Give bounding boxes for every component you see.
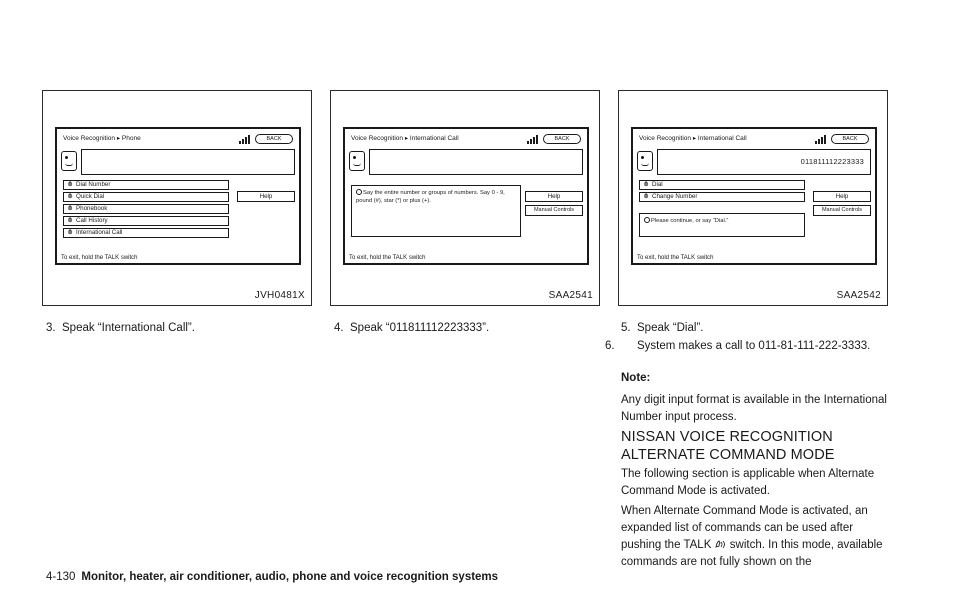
exit-instruction: To exit, hold the TALK switch xyxy=(637,255,714,261)
figure-dial-confirm xyxy=(618,90,888,306)
voice-command-icon: ⨶ xyxy=(68,206,73,212)
exit-instruction: To exit, hold the TALK switch xyxy=(61,255,138,261)
screen-title-row xyxy=(639,133,869,145)
voice-command-icon: ⨶ xyxy=(68,218,73,224)
menu-item-change-number[interactable]: ⨶ Change Number xyxy=(639,192,805,202)
back-button[interactable]: BACK xyxy=(255,134,293,144)
info-icon xyxy=(644,217,650,223)
menu-item-dial[interactable]: ⨶ Dial xyxy=(639,180,805,190)
manual-controls-button[interactable]: Manual Controls xyxy=(525,205,583,216)
voice-command-icon: ⨶ xyxy=(68,194,73,200)
screen-title: Voice Recognition ▸ International Call xyxy=(639,135,747,142)
signal-icon xyxy=(239,135,251,144)
screen-display xyxy=(55,127,301,265)
note-text: Any digit input format is available in the International Number input process. xyxy=(621,394,887,423)
page-number: 4-130 xyxy=(46,571,76,583)
menu-item-call-history[interactable]: ⨶ Call History xyxy=(63,216,229,226)
menu-item-dial-number[interactable]: ⨶ Dial Number xyxy=(63,180,229,190)
voice-command-icon: ⨶ xyxy=(68,182,73,188)
help-button[interactable]: Help xyxy=(813,191,871,202)
step-5: 5. Speak “Dial”. xyxy=(621,322,704,334)
screen-display xyxy=(343,127,589,265)
menu-item-phonebook[interactable]: ⨶ Phonebook xyxy=(63,204,229,214)
screen-title-row xyxy=(63,133,293,145)
voice-command-icon: ⨶ xyxy=(644,182,649,188)
figure-international-call xyxy=(330,90,600,306)
voice-face-icon xyxy=(349,151,365,171)
menu-item-quick-dial[interactable]: ⨶ Quick Dial xyxy=(63,192,229,202)
figure-code: SAA2542 xyxy=(836,290,881,301)
signal-icon xyxy=(527,135,539,144)
section-heading: NISSAN VOICE RECOGNITION ALTERNATE COMMAND MODE xyxy=(621,429,835,463)
help-button[interactable]: Help xyxy=(525,191,583,202)
number-input-display xyxy=(369,149,583,175)
step-6: 6. System makes a call to 011-81-111-222-3333. xyxy=(605,340,871,352)
page-footer xyxy=(46,571,498,583)
screen-title-row xyxy=(351,133,581,145)
section-paragraph-1: The following section is applicable when Alternate Command Mode is activated. xyxy=(621,468,875,497)
figure-code: JVH0481X xyxy=(254,290,305,301)
step-3: 3. Speak “International Call”. xyxy=(46,322,195,334)
guidance-message: Say the entire number or groups of numbers. Say 0 - 9, pound (#), star (*) or plus (+). xyxy=(351,185,521,237)
screen-title: Voice Recognition ▸ Phone xyxy=(63,135,141,142)
voice-face-icon xyxy=(637,151,653,171)
footer-section-title: Monitor, heater, air conditioner, audio, phone and voice recognition systems xyxy=(81,571,499,583)
screen-title: Voice Recognition ▸ International Call xyxy=(351,135,459,142)
menu-item-international-call[interactable]: ⨶ International Call xyxy=(63,228,229,238)
talk-switch-icon xyxy=(715,538,727,548)
back-button[interactable]: BACK xyxy=(831,134,869,144)
figure-code: SAA2541 xyxy=(548,290,593,301)
note-heading: Note: xyxy=(621,372,651,384)
help-button[interactable]: Help xyxy=(237,191,295,202)
voice-command-icon: ⨶ xyxy=(68,230,73,236)
info-icon xyxy=(356,189,362,195)
step-4: 4. Speak “011811112223333”. xyxy=(334,322,490,334)
voice-command-icon: ⨶ xyxy=(644,194,649,200)
guidance-message: Please continue, or say “Dial.” xyxy=(639,213,805,237)
screen-display xyxy=(631,127,877,265)
voice-face-icon xyxy=(61,151,77,171)
manual-controls-button[interactable]: Manual Controls xyxy=(813,205,871,216)
back-button[interactable]: BACK xyxy=(543,134,581,144)
number-input-display: 011811112223333 xyxy=(657,149,871,175)
exit-instruction: To exit, hold the TALK switch xyxy=(349,255,426,261)
figure-phone-menu xyxy=(42,90,312,306)
section-paragraph-2: When Alternate Command Mode is activated, an expanded list of commands can be used after pushing the TALK switch. In this mode, available commands are not fully shown on the xyxy=(621,505,883,568)
number-input-display xyxy=(81,149,295,175)
signal-icon xyxy=(815,135,827,144)
